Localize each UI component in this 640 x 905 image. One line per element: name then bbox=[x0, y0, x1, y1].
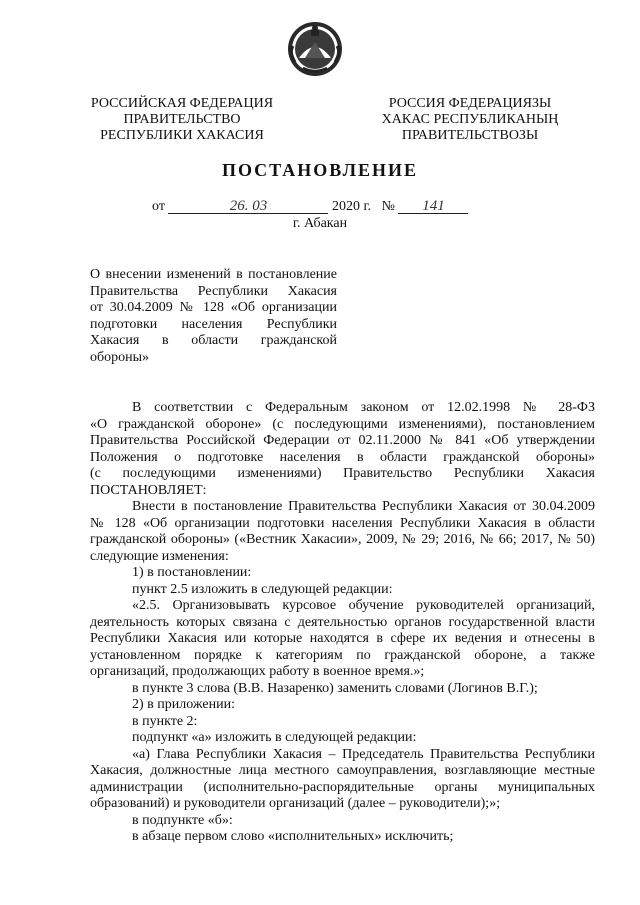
body-line: (с последующими изменениями) Правительство Республики Хакасия bbox=[90, 466, 595, 481]
dateline bbox=[152, 199, 468, 215]
body-line: гражданской обороны» («Вестник Хакасии», 2009, № 29; 2016, № 66; 2017, № 50) bbox=[90, 532, 595, 547]
body-line: «а) Глава Республики Хакасия – Председатель Правительства Республики bbox=[132, 746, 595, 762]
body-line: подпункт «а» изложить в следующей редакции: bbox=[132, 730, 417, 745]
header-right-line: РОССИЯ ФЕДЕРАЦИЯЗЫ bbox=[388, 96, 552, 111]
body-line: Внести в постановление Правительства Республики Хакасия от 30.04.2009 bbox=[132, 499, 595, 514]
header-right-line: ПРАВИТЕЛЬСТВОЗЫ bbox=[401, 128, 539, 143]
body-line: установленном порядке к категориям по гражданской обороне, а также bbox=[90, 647, 595, 663]
body-line: образований) и руководители организаций (далее – руководители);»; bbox=[90, 796, 501, 811]
body-line: в абзаце первом слово «исполнительных» исключить; bbox=[132, 829, 454, 844]
body-line: деятельность которых связана с деятельностью органов государственной власти bbox=[90, 614, 595, 630]
city-name: г. Абакан bbox=[292, 216, 348, 231]
body-line: в подпункте «б»: bbox=[132, 812, 233, 828]
subject-line: Правительства Республики Хакасия bbox=[90, 283, 337, 299]
body-line: 1) в постановлении: bbox=[132, 565, 252, 580]
body-line: Хакасия, должностные лица местного самоуправления, возглавляющие местные bbox=[90, 763, 595, 778]
body-line: ПОСТАНОВЛЯЕТ: bbox=[90, 482, 207, 498]
body-line: организаций, продолжающих работу в военное время.»; bbox=[90, 664, 425, 679]
subject-line: Хакасия в области гражданской bbox=[90, 333, 337, 348]
date-from-label: от bbox=[152, 199, 165, 214]
document-body bbox=[90, 400, 595, 846]
handwritten-date: 26. 03 bbox=[168, 199, 328, 214]
header-right-block bbox=[350, 96, 590, 144]
header-right-line: ХАКАС РЕСПУБЛИКАНЫҢ bbox=[381, 112, 559, 127]
body-line: пункт 2.5 изложить в следующей редакции: bbox=[132, 581, 393, 597]
body-line: «2.5. Организовывать курсовое обучение руководителей организаций, bbox=[132, 598, 595, 613]
header-left-line: РОССИЙСКАЯ ФЕДЕРАЦИЯ bbox=[90, 96, 274, 111]
handwritten-number: 141 bbox=[398, 199, 468, 214]
subject-line: обороны» bbox=[90, 349, 150, 365]
body-line: 2) в приложении: bbox=[132, 697, 235, 712]
body-line: Положения о подготовке населения в области гражданской обороны» bbox=[90, 449, 595, 465]
coat-of-arms-emblem bbox=[285, 18, 345, 78]
body-line: № 128 «Об организации подготовки населения Республики Хакасия в области bbox=[90, 515, 595, 531]
year-label: 2020 г. bbox=[331, 199, 372, 214]
body-line: В соответствии с Федеральным законом от 12.02.1998 № 28-ФЗ bbox=[132, 400, 595, 415]
body-line: следующие изменения: bbox=[90, 548, 229, 564]
subject-line: подготовки населения Республики bbox=[90, 316, 337, 332]
header-left-block bbox=[72, 96, 292, 144]
subject-block bbox=[90, 267, 337, 366]
subject-line: от 30.04.2009 № 128 «Об организации bbox=[90, 300, 337, 315]
body-line: в пункте 2: bbox=[132, 713, 198, 729]
header-left-line: РЕСПУБЛИКИ ХАКАСИЯ bbox=[100, 128, 264, 143]
number-label: № bbox=[381, 199, 395, 214]
document-title: ПОСТАНОВЛЕНИЕ bbox=[221, 160, 419, 180]
body-line: администрации (исполнительно-распорядительные органы муниципальных bbox=[90, 779, 595, 795]
body-line: Правительства Российской Федерации от 02.11.2000 № 841 «Об утверждении bbox=[90, 433, 595, 448]
header-left-line: ПРАВИТЕЛЬСТВО bbox=[123, 112, 241, 127]
body-line: Республики Хакасия или которые находятся в сфере их ведения и отнесены в bbox=[90, 631, 595, 646]
body-line: в пункте 3 слова (В.В. Назаренко) заменить словами (Логинов В.Г.); bbox=[132, 680, 538, 696]
body-line: «О гражданской обороне» (с последующими изменениями), постановлением bbox=[90, 416, 595, 432]
subject-line: О внесении изменений в постановление bbox=[90, 267, 337, 282]
